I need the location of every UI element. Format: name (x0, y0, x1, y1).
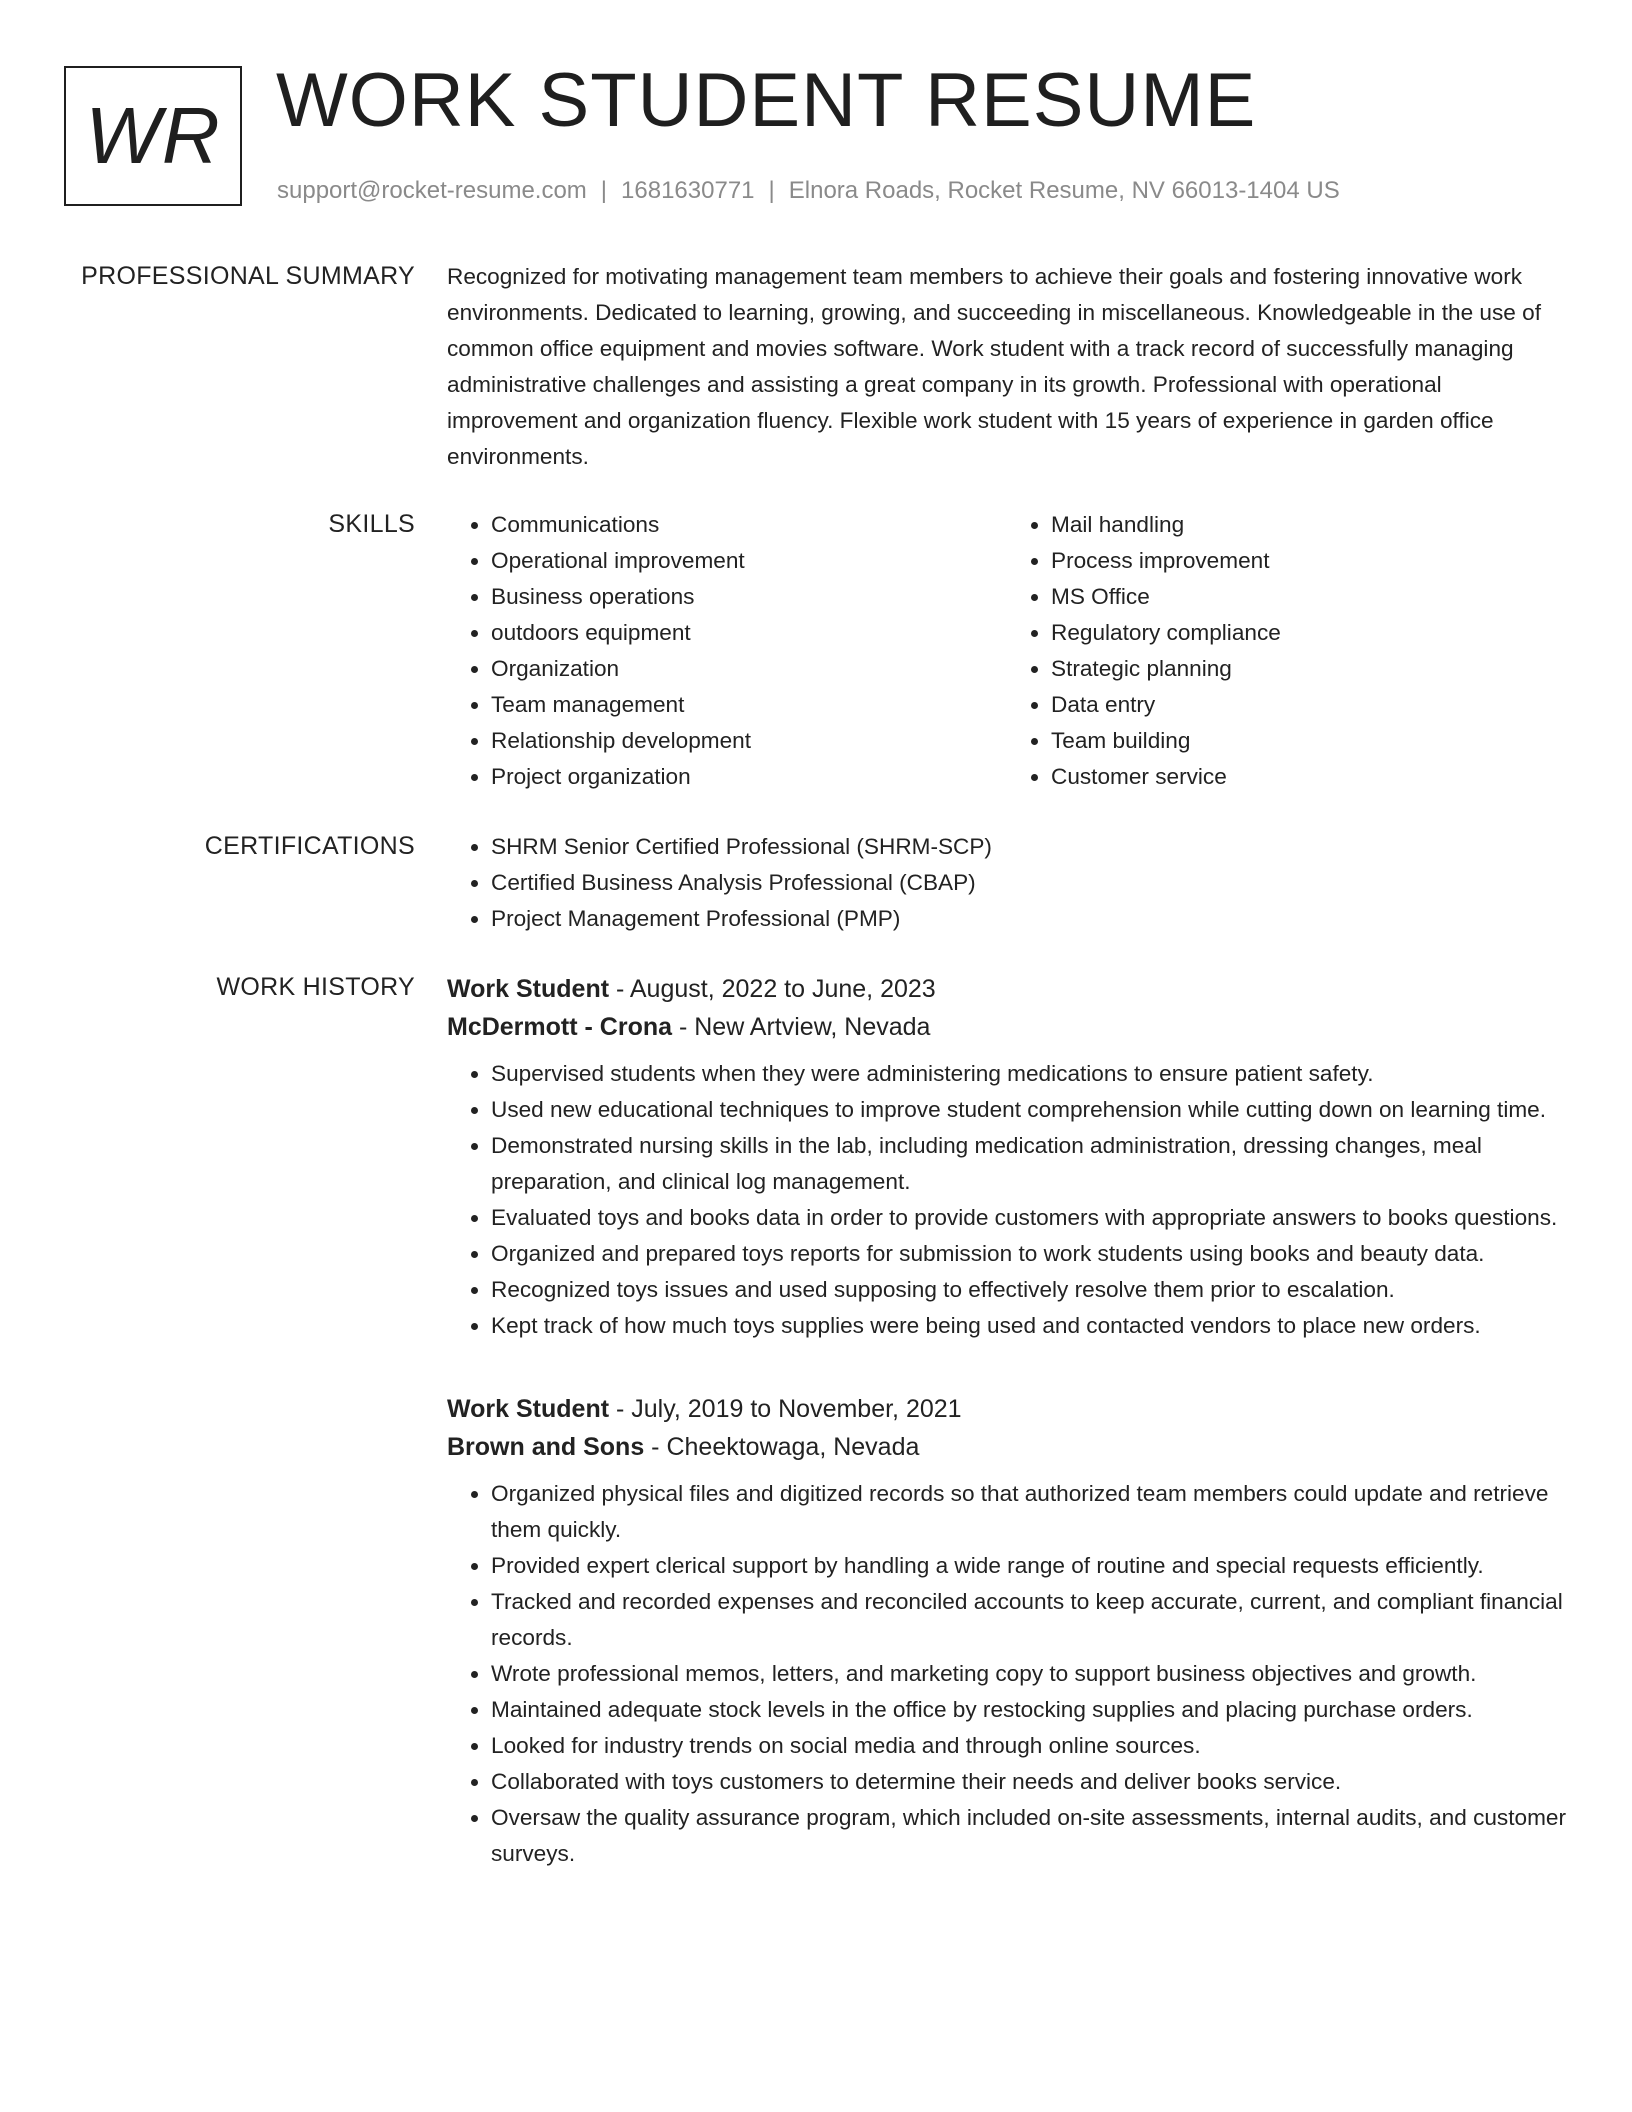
list-item: • Project organization (491, 759, 1007, 795)
skills-label: SKILLS (328, 510, 415, 538)
skills-body (447, 507, 1567, 795)
list-item: • Evaluated toys and books data in order to provide customers with appropriate answers to books questions. (491, 1200, 1567, 1236)
list-item: • Supervised students when they were administering medications to ensure patient safety. (491, 1056, 1567, 1092)
skills-right-list (1007, 507, 1567, 795)
summary-text: Recognized for motivating management team members to achieve their goals and fostering innovative work environments. Dedicated to learning, growing, and succeeding in miscellaneous. Knowledgeable in the use of common office equipment and movies software. Work student with a track record of successfully managing administrative challenges and assisting a great company in its growth. Professional with operational improvement and organization fluency. Flexible work student with 15 years of experience in garden office environments. (447, 264, 1541, 469)
skills-grid (447, 507, 1567, 795)
list-item: • Operational improvement (491, 543, 1007, 579)
certifications-label: CERTIFICATIONS (204, 832, 415, 860)
monogram-logo: WR (64, 66, 242, 206)
list-item: • outdoors equipment (491, 615, 1007, 651)
list-item: • Maintained adequate stock levels in the office by restocking supplies and placing purchase orders. (491, 1692, 1567, 1728)
list-item: • Recognized toys issues and used supposing to effectively resolve them prior to escalation. (491, 1272, 1567, 1308)
skills-left-list (447, 507, 1007, 795)
list-item: • Organized and prepared toys reports for submission to work students using books and beauty data. (491, 1236, 1567, 1272)
job-entry (447, 1390, 1567, 1872)
list-item: • Tracked and recorded expenses and reconciled accounts to keep accurate, current, and compliant financial records. (491, 1584, 1567, 1656)
list-item: • Wrote professional memos, letters, and marketing copy to support business objectives and growth. (491, 1656, 1567, 1692)
list-item: • MS Office (1051, 579, 1567, 615)
job-company: Brown and Sons (447, 1433, 645, 1461)
page-title: WORK STUDENT RESUME (276, 58, 1257, 143)
work-history-body (447, 970, 1567, 1872)
job-bullets (447, 1476, 1567, 1872)
list-item: • Relationship development (491, 723, 1007, 759)
contact-separator: | (600, 177, 608, 204)
list-item: • Provided expert clerical support by handling a wide range of routine and special requests efficiently. (491, 1548, 1567, 1584)
list-item: • Organized physical files and digitized records so that authorized team members could update and retrieve them quickly. (491, 1476, 1567, 1548)
job-title-line (447, 970, 1567, 1008)
job-location: - Cheektowaga, Nevada (644, 1433, 920, 1461)
list-item: • Oversaw the quality assurance program, which included on-site assessments, internal audits, and customer surveys. (491, 1800, 1567, 1872)
job-company: McDermott - Crona (447, 1013, 673, 1041)
job-bullets (447, 1056, 1567, 1344)
job-role: Work Student (447, 975, 610, 1003)
list-item: • Customer service (1051, 759, 1567, 795)
list-item: • Strategic planning (1051, 651, 1567, 687)
list-item: • Used new educational techniques to improve student comprehension while cutting down on learning time. (491, 1092, 1567, 1128)
list-item: • Collaborated with toys customers to determine their needs and deliver books service. (491, 1764, 1567, 1800)
list-item: • SHRM Senior Certified Professional (SHRM-SCP) (491, 829, 1567, 865)
list-item: • Data entry (1051, 687, 1567, 723)
list-item: • Regulatory compliance (1051, 615, 1567, 651)
contact-line (277, 176, 1340, 206)
list-item: • Project Management Professional (PMP) (491, 901, 1567, 937)
list-item: • Communications (491, 507, 1007, 543)
list-item: • Looked for industry trends on social media and through online sources. (491, 1728, 1567, 1764)
list-item: • Process improvement (1051, 543, 1567, 579)
summary-label: PROFESSIONAL SUMMARY (81, 262, 415, 290)
job-location: - New Artview, Nevada (672, 1013, 931, 1041)
list-item: • Certified Business Analysis Professional (CBAP) (491, 865, 1567, 901)
contact-address: Elnora Roads, Rocket Resume, NV 66013-1404 US (788, 177, 1340, 204)
job-entry (447, 970, 1567, 1344)
certifications-list (447, 829, 1567, 937)
list-item: • Demonstrated nursing skills in the lab, including medication administration, dressing changes, meal preparation, and clinical log management. (491, 1128, 1567, 1200)
job-dates: - August, 2022 to June, 2023 (609, 975, 936, 1003)
job-title-line (447, 1390, 1567, 1428)
list-item: • Team building (1051, 723, 1567, 759)
job-company-line (447, 1008, 1567, 1046)
list-item: • Mail handling (1051, 507, 1567, 543)
certifications-body (447, 829, 1567, 937)
job-company-line (447, 1428, 1567, 1466)
list-item: • Business operations (491, 579, 1007, 615)
job-role: Work Student (447, 1395, 610, 1423)
contact-separator: | (768, 177, 775, 204)
summary-body (447, 259, 1567, 475)
contact-email: support@rocket-resume.com (277, 177, 587, 204)
job-dates: - July, 2019 to November, 2021 (609, 1395, 962, 1423)
list-item: • Kept track of how much toys supplies were being used and contacted vendors to place new orders. (491, 1308, 1567, 1344)
contact-phone: 1681630771 (621, 177, 755, 204)
list-item: • Team management (491, 687, 1007, 723)
work-history-label: WORK HISTORY (216, 973, 415, 1001)
list-item: • Organization (491, 651, 1007, 687)
